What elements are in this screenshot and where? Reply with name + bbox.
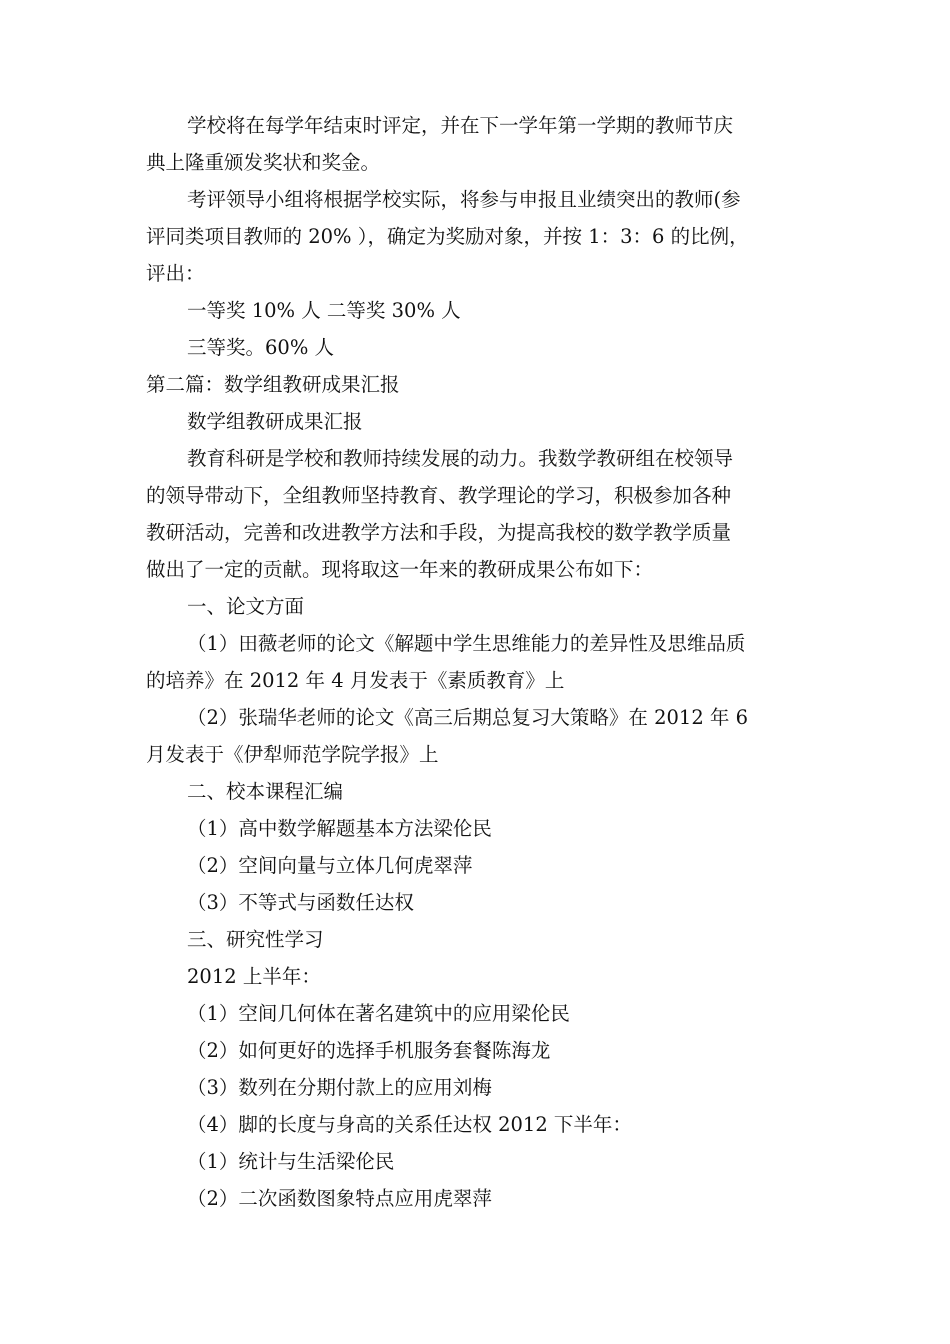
list-item-continuation: 的培养》在 2012 年 4 月发表于《素质教育》上 [146, 669, 565, 692]
list-item: （2）二次函数图象特点应用虎翠萍 [187, 1187, 492, 1210]
list-item: （2）张瑞华老师的论文《高三后期总复习大策略》在 2012 年 6 [187, 706, 749, 729]
text-line: 一等奖 10% 人 二等奖 30% 人 [187, 299, 461, 322]
text-line: 教育科研是学校和教师持续发展的动力。我数学教研组在校领导 [187, 447, 734, 470]
subheading: 二、校本课程汇编 [187, 780, 344, 803]
article-title: 数学组教研成果汇报 [187, 410, 363, 433]
text-line: 评出： [146, 262, 205, 285]
text-line: 典上隆重颁发奖状和奖金。 [146, 151, 381, 174]
list-item: （1）空间几何体在著名建筑中的应用梁伦民 [187, 1002, 570, 1025]
list-item: （1）高中数学解题基本方法梁伦民 [187, 817, 492, 840]
text-line: 三等奖。60% 人 [187, 336, 335, 359]
list-item: （2）如何更好的选择手机服务套餐陈海龙 [187, 1039, 551, 1062]
text-line: 学校将在每学年结束时评定，并在下一学年第一学期的教师节庆 [187, 114, 734, 137]
list-item: （2）空间向量与立体几何虎翠萍 [187, 854, 473, 877]
period-label: 2012 上半年： [187, 965, 321, 988]
text-line: 的领导带动下，全组教师坚持教育、教学理论的学习，积极参加各种 [146, 484, 732, 507]
text-line: 教研活动，完善和改进教学方法和手段，为提高我校的数学教学质量 [146, 521, 732, 544]
list-item: （3）不等式与函数任达权 [187, 891, 414, 914]
list-item: （1）田薇老师的论文《解题中学生思维能力的差异性及思维品质 [187, 632, 746, 655]
list-item-continuation: 月发表于《伊犁师范学院学报》上 [146, 743, 439, 766]
text-line: 考评领导小组将根据学校实际，将参与申报且业绩突出的教师(参 [187, 188, 741, 211]
list-item: （3）数列在分期付款上的应用刘梅 [187, 1076, 492, 1099]
list-item: （1）统计与生活梁伦民 [187, 1150, 395, 1173]
text-line: 评同类项目教师的 20% ），确定为奖励对象，并按 1：3：6 的比例， [146, 225, 749, 248]
subheading: 三、研究性学习 [187, 928, 324, 951]
subheading: 一、论文方面 [187, 595, 305, 618]
list-item: （4）脚的长度与身高的关系任达权 2012 下半年： [187, 1113, 632, 1136]
section-heading: 第二篇：数学组教研成果汇报 [146, 373, 400, 396]
document-page [146, 107, 810, 1217]
text-line: 做出了一定的贡献。现将取这一年来的教研成果公布如下： [146, 558, 654, 581]
